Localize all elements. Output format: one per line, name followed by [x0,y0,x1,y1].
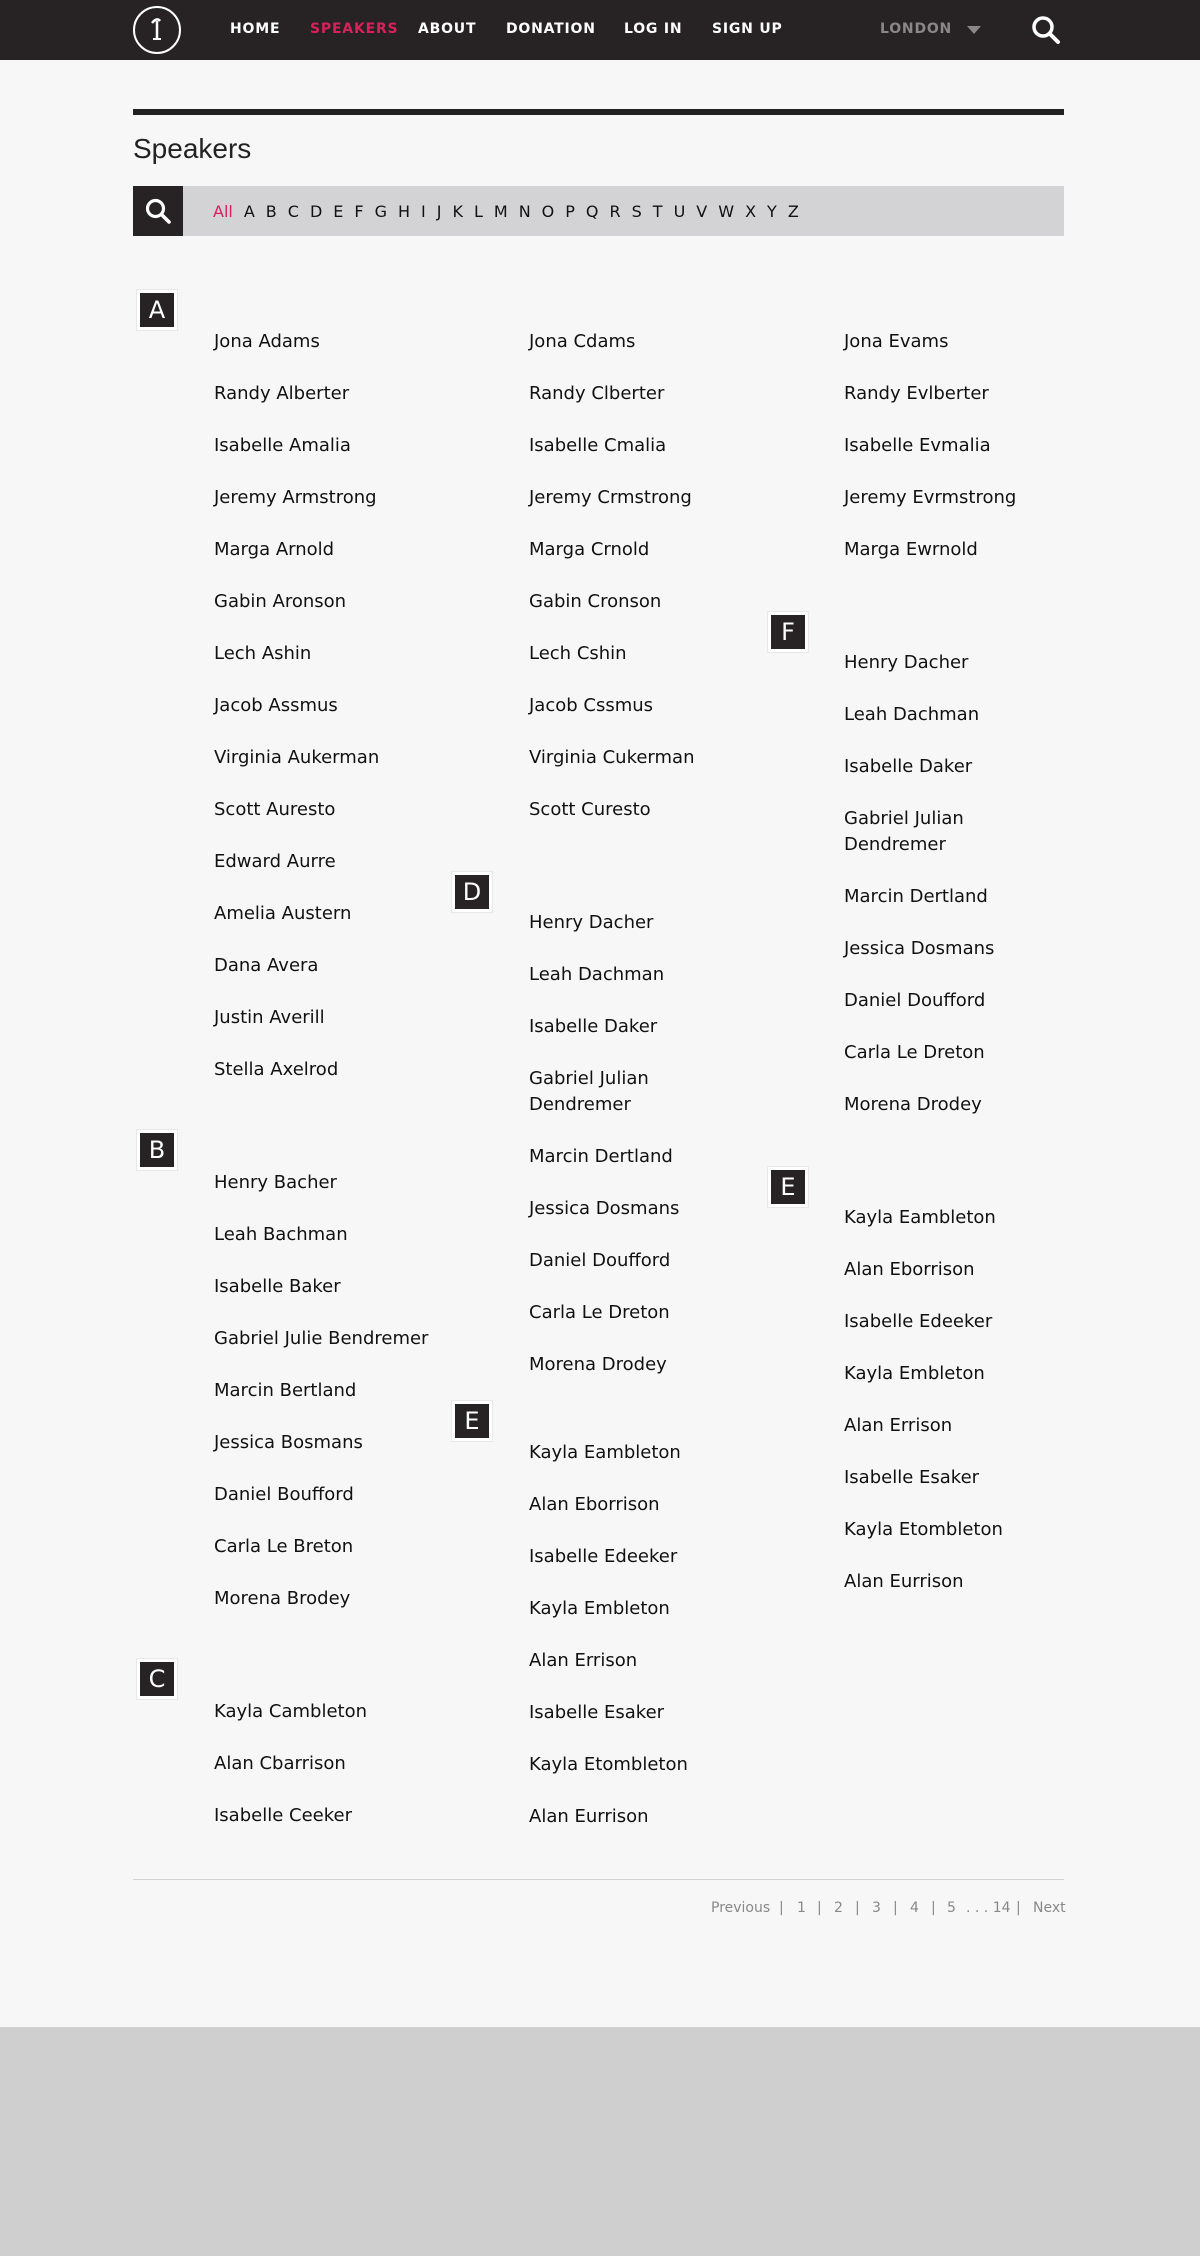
speaker-name[interactable]: Gabriel Julian Dendremer [844,808,964,855]
speaker-name[interactable]: Marcin Bertland [214,1380,357,1401]
alphabet-letter-q[interactable]: Q [585,202,599,221]
city-selector[interactable]: LONDON [880,21,953,37]
speaker-name[interactable]: Kayla Etombleton [529,1754,688,1775]
speaker-name[interactable]: Dana Avera [214,955,319,976]
nav-about[interactable]: ABOUT [418,21,477,37]
alphabet-letter-all[interactable]: All [213,202,233,221]
speaker-name[interactable]: Daniel Doufford [529,1250,671,1271]
pagination-page-14[interactable]: . . . 14 [966,1900,1011,1916]
logo-icon[interactable] [133,6,181,54]
alphabet-letters [213,202,810,221]
speaker-name[interactable]: Marga Ewrnold [844,539,978,560]
speaker-name[interactable]: Jona Cdams [529,331,636,352]
speaker-name[interactable]: Isabelle Edeeker [844,1311,993,1332]
speaker-name[interactable]: Alan Eborrison [844,1259,975,1280]
speaker-name[interactable]: Henry Dacher [529,912,654,933]
speaker-name[interactable]: Alan Cbarrison [214,1753,346,1774]
pagination-separator: | [817,1900,822,1916]
speaker-name[interactable]: Henry Bacher [214,1172,337,1193]
search-icon[interactable] [133,186,183,236]
speaker-name[interactable]: Amelia Austern [214,903,352,924]
pagination-separator: | [779,1900,784,1916]
speaker-name[interactable]: Gabriel Julie Bendremer [214,1328,429,1349]
speaker-name[interactable]: Lech Ashin [214,643,312,664]
speaker-name[interactable]: Randy Alberter [214,383,350,404]
pagination-separator: | [931,1900,936,1916]
speaker-name[interactable]: Isabelle Daker [529,1016,658,1037]
alphabet-letter-x[interactable]: X [745,202,757,221]
nav-speakers[interactable]: SPEAKERS [310,21,399,37]
pagination-next[interactable]: Next [1033,1900,1066,1916]
chevron-down-icon[interactable] [967,26,981,34]
speaker-name[interactable]: Alan Eurrison [844,1571,964,1592]
section-letter-d: D [452,872,492,912]
speaker-name[interactable]: Randy Clberter [529,383,665,404]
speaker-name[interactable]: Daniel Boufford [214,1484,354,1505]
alphabet-letter-v[interactable]: V [696,202,708,221]
alphabet-letter-p[interactable]: P [565,202,575,221]
speaker-name[interactable]: Jeremy Crmstrong [529,487,692,508]
alphabet-letter-n[interactable]: N [518,202,531,221]
alphabet-letter-g[interactable]: G [374,202,387,221]
speaker-name[interactable]: Jeremy Armstrong [214,487,377,508]
speaker-name[interactable]: Jona Evams [844,331,949,352]
speaker-name[interactable]: Edward Aurre [214,851,336,872]
alphabet-letter-a[interactable]: A [243,202,255,221]
alphabet-letter-z[interactable]: Z [787,202,799,221]
speaker-name[interactable]: Kayla Etombleton [844,1519,1003,1540]
pagination-page-1[interactable]: 1 [797,1900,806,1916]
speaker-name[interactable]: Alan Eurrison [529,1806,649,1827]
speaker-name[interactable]: Kayla Embleton [844,1363,985,1384]
alphabet-letter-t[interactable]: T [652,202,663,221]
speaker-name[interactable]: Lech Cshin [529,643,627,664]
speaker-name[interactable]: Jeremy Evrmstrong [844,487,1017,508]
section-letter-c: C [137,1659,177,1699]
speaker-name[interactable]: Isabelle Ceeker [214,1805,352,1826]
alphabet-letter-i[interactable]: I [421,202,426,221]
nav-donation[interactable]: DONATION [506,21,596,37]
alphabet-filter-bar [133,186,1064,236]
speaker-name[interactable]: Kayla Cambleton [214,1701,368,1722]
speaker-name[interactable]: Carla Le Breton [214,1536,354,1557]
pagination-page-4[interactable]: 4 [910,1900,919,1916]
alphabet-letter-o[interactable]: O [541,202,555,221]
section-letter-f: F [768,612,808,652]
speaker-name[interactable]: Henry Dacher [844,652,969,673]
alphabet-letter-l[interactable]: L [473,202,483,221]
speaker-name[interactable]: Kayla Eambleton [844,1207,996,1228]
speaker-name[interactable]: Jacob Cssmus [529,695,654,716]
speaker-name[interactable]: Isabelle Baker [214,1276,341,1297]
alphabet-letter-j[interactable]: J [436,202,442,221]
pagination-page-3[interactable]: 3 [872,1900,881,1916]
alphabet-letter-y[interactable]: Y [767,202,777,221]
section-letter-b: B [137,1130,177,1170]
alphabet-letter-f[interactable]: F [354,202,364,221]
section-letter-e: E [452,1401,492,1441]
speaker-name[interactable]: Isabelle Cmalia [529,435,667,456]
speaker-name[interactable]: Justin Averill [214,1007,325,1028]
speaker-name[interactable]: Alan Eborrison [529,1494,660,1515]
alphabet-letter-b[interactable]: B [265,202,277,221]
speaker-name[interactable]: Isabelle Evmalia [844,435,991,456]
speaker-name[interactable]: Daniel Doufford [844,990,986,1011]
speaker-name[interactable]: Gabin Cronson [529,591,662,612]
speaker-name[interactable]: Scott Curesto [529,799,651,820]
speaker-name[interactable]: Leah Dachman [529,964,665,985]
footer [0,2027,1200,2256]
section-letter-a: A [137,290,177,330]
speaker-name[interactable]: Leah Dachman [844,704,980,725]
speaker-name[interactable]: Jessica Dosmans [529,1198,680,1219]
speaker-name[interactable]: Scott Auresto [214,799,336,820]
pagination-separator: | [855,1900,860,1916]
speaker-name[interactable]: Isabelle Esaker [529,1702,665,1723]
speaker-name[interactable]: Marcin Dertland [844,886,988,907]
speaker-name[interactable]: Jessica Bosmans [214,1432,363,1453]
alphabet-letter-h[interactable]: H [398,202,411,221]
alphabet-letter-m[interactable]: M [493,202,508,221]
pagination-separator: | [1016,1900,1021,1916]
speaker-name[interactable]: Gabriel Julian Dendremer [529,1068,649,1115]
speaker-name[interactable]: Marga Crnold [529,539,650,560]
pagination-previous[interactable]: Previous [711,1900,771,1916]
speaker-name[interactable]: Gabin Aronson [214,591,347,612]
section-letter-e-2: E [768,1167,808,1207]
alphabet-letter-d[interactable]: D [309,202,323,221]
speaker-name[interactable]: Morena Drodey [529,1354,667,1375]
speaker-name[interactable]: Carla Le Dreton [529,1302,670,1323]
alphabet-letter-k[interactable]: K [452,202,463,221]
speaker-name[interactable]: Virginia Cukerman [529,747,695,768]
speaker-name[interactable]: Stella Axelrod [214,1059,339,1080]
speaker-name[interactable]: Marcin Dertland [529,1146,673,1167]
speaker-name[interactable]: Isabelle Edeeker [529,1546,678,1567]
search-icon[interactable] [1030,14,1062,46]
alphabet-letter-c[interactable]: C [287,202,299,221]
nav-log-in[interactable]: LOG IN [624,21,683,37]
alphabet-letter-u[interactable]: U [673,202,686,221]
speaker-name[interactable]: Isabelle Esaker [844,1467,980,1488]
speaker-name[interactable]: Isabelle Amalia [214,435,351,456]
title-rule [133,109,1064,115]
top-nav-bar [0,0,1200,60]
page-title: Speakers [133,133,252,164]
pagination-page-2[interactable]: 2 [834,1900,843,1916]
speaker-name[interactable]: Morena Brodey [214,1588,351,1609]
speaker-name[interactable]: Morena Drodey [844,1094,982,1115]
pagination-page-5[interactable]: 5 [947,1900,956,1916]
alphabet-letter-w[interactable]: W [718,202,735,221]
speaker-name[interactable]: Jessica Dosmans [844,938,995,959]
speaker-name[interactable]: Alan Errison [844,1415,953,1436]
alphabet-letter-s[interactable]: S [631,202,642,221]
speaker-name[interactable]: Carla Le Dreton [844,1042,985,1063]
speaker-name[interactable]: Kayla Embleton [529,1598,670,1619]
speaker-name[interactable]: Marga Arnold [214,539,335,560]
speaker-name[interactable]: Alan Errison [529,1650,638,1671]
speaker-name[interactable]: Kayla Eambleton [529,1442,681,1463]
nav-home[interactable]: HOME [230,21,281,37]
pagination-rule [133,1879,1064,1880]
alphabet-letter-r[interactable]: R [609,202,621,221]
speaker-name[interactable]: Jona Adams [214,331,320,352]
speaker-name[interactable]: Virginia Aukerman [214,747,380,768]
pagination-separator: | [893,1900,898,1916]
speaker-name[interactable]: Jacob Assmus [214,695,338,716]
speaker-name[interactable]: Leah Bachman [214,1224,348,1245]
nav-sign-up[interactable]: SIGN UP [712,21,783,37]
alphabet-letter-e[interactable]: E [333,202,344,221]
speaker-name[interactable]: Isabelle Daker [844,756,973,777]
speaker-name[interactable]: Randy Evlberter [844,383,989,404]
